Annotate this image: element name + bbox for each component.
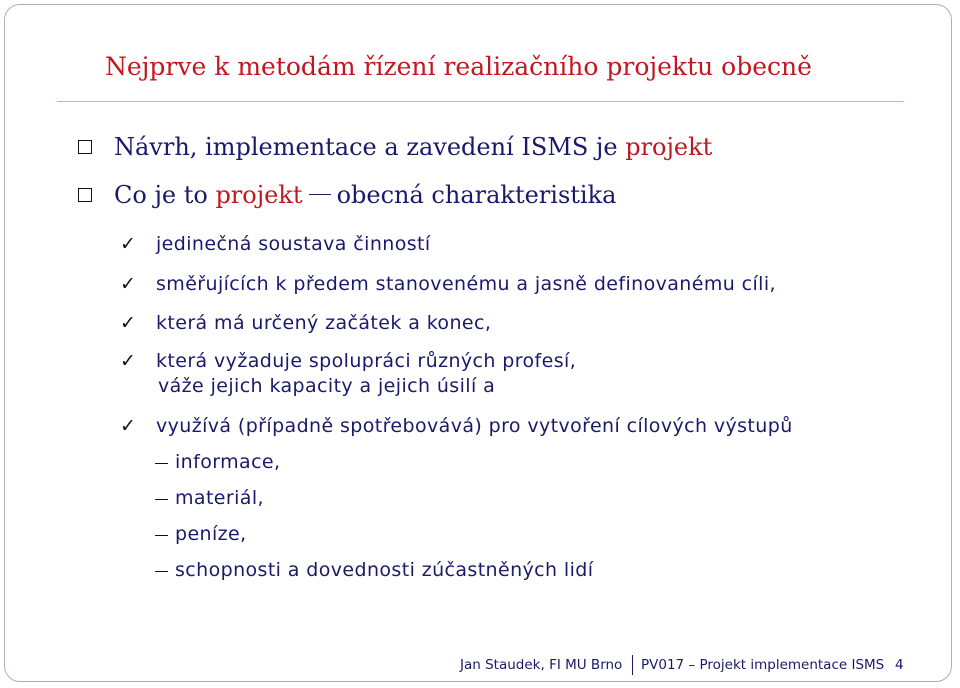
checkmark-icon: ✓ <box>120 415 137 437</box>
footer-page-number: 4 <box>895 657 904 673</box>
bullet-text-projekt: projekt <box>625 133 713 161</box>
check-item-text: směřujících k předem stanovenému a jasně definovanému cíli, <box>156 273 776 295</box>
bullet-text-projekt: projekt <box>215 181 303 209</box>
square-bullet-icon <box>78 140 92 154</box>
check-item-text-continued: váže jejich kapacity a jejich úsilí a <box>158 375 496 397</box>
bullet-text-je: je <box>588 133 626 161</box>
dash-item-text: materiál, <box>175 487 264 509</box>
dash-item-text: schopnosti a dovednosti zúčastněných lidí <box>175 559 594 581</box>
footer-author: Jan Staudek, FI MU Brno <box>460 657 623 673</box>
checkmark-icon: ✓ <box>120 312 137 334</box>
check-item-text: která má určený začátek a konec, <box>156 312 492 334</box>
dash-item-text: informace, <box>175 451 281 473</box>
check-item-text: která vyžaduje spolupráci různých profesí, <box>156 350 577 372</box>
check-item-text: využívá (případně spotřebovává) pro vytvoření cílových výstupů <box>156 415 793 437</box>
dash-bullet-icon <box>155 535 168 536</box>
bullet-text-charakteristika: obecná charakteristika <box>336 181 617 209</box>
slide-title: Nejprve k metodám řízení realizačního projektu obecně <box>105 52 812 81</box>
checkmark-icon: ✓ <box>120 350 137 372</box>
dash-bullet-icon <box>155 463 168 464</box>
bullet-text <box>114 181 616 209</box>
dash-bullet-icon <box>155 571 168 572</box>
title-divider <box>57 101 904 102</box>
checkmark-icon: ✓ <box>120 233 137 255</box>
footer-divider <box>632 655 633 675</box>
dash-separator <box>309 194 331 195</box>
bullet-text-co-je-to: Co je to <box>114 181 216 209</box>
bullet-text-isms: Návrh, implementace a zavedení ISMS <box>114 133 589 161</box>
footer-course: PV017 – Projekt implementace ISMS <box>641 657 885 673</box>
bullet-text <box>114 133 712 161</box>
square-bullet-icon <box>78 188 92 202</box>
checkmark-icon: ✓ <box>120 273 137 295</box>
check-item-text: jedinečná soustava činností <box>156 233 431 255</box>
dash-bullet-icon <box>155 499 168 500</box>
dash-item-text: peníze, <box>175 523 247 545</box>
